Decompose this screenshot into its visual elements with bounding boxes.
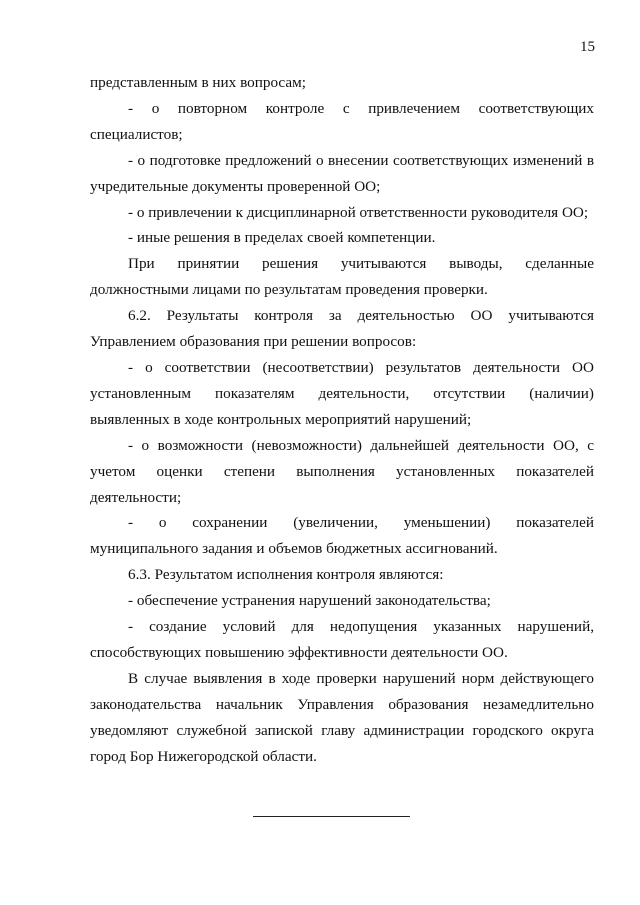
- list-item: - создание условий для недопущения указанных нарушений, способствующих повышению эффективности деятельности ОО.: [90, 618, 594, 661]
- section-paragraph-6-2: 6.2. Результаты контроля за деятельностью ОО учитываются Управлением образования при решении вопросов:: [90, 307, 594, 351]
- list-item: - о соответствии (несоответствии) результатов деятельности ОО установленным показателям деятельности, отсутствии (наличии) выявленных в ходе контрольных мероприятий нарушений;: [90, 358, 594, 428]
- list-item: - о подготовке предложений о внесении соответствующих изменений в учредительные документы проверенной ОО;: [90, 151, 594, 195]
- paragraph: В случае выявления в ходе проверки нарушений норм действующего законодательства начальник Управления образования незамедлительно уведомляют служебной запиской главу администрации городского округа город Бор Нижегородской области.: [90, 669, 594, 765]
- separator-line: [253, 816, 410, 817]
- list-item: - о сохранении (увеличении, уменьшении) показателей муниципального задания и объемов бюджетных ассигнований.: [90, 514, 594, 558]
- document-body: [90, 70, 594, 769]
- list-item: - о привлечении к дисциплинарной ответственности руководителя ОО;: [128, 203, 589, 221]
- paragraph: При принятии решения учитываются выводы, сделанные должностными лицами по результатам проведения проверки.: [90, 255, 594, 299]
- list-item: - обеспечение устранения нарушений законодательства;: [128, 592, 491, 610]
- section-paragraph-6-3: 6.3. Результатом исполнения контроля являются:: [128, 566, 444, 584]
- page-number: 15: [580, 39, 595, 55]
- paragraph: представленным в них вопросам;: [90, 74, 306, 91]
- list-item: - о повторном контроле с привлечением соответствующих специалистов;: [90, 99, 594, 143]
- list-item: - иные решения в пределах своей компетенции.: [128, 229, 436, 247]
- list-item: - о возможности (невозможности) дальнейшей деятельности ОО, с учетом оценки степени выполнения установленных показателей деятельности;: [90, 436, 594, 506]
